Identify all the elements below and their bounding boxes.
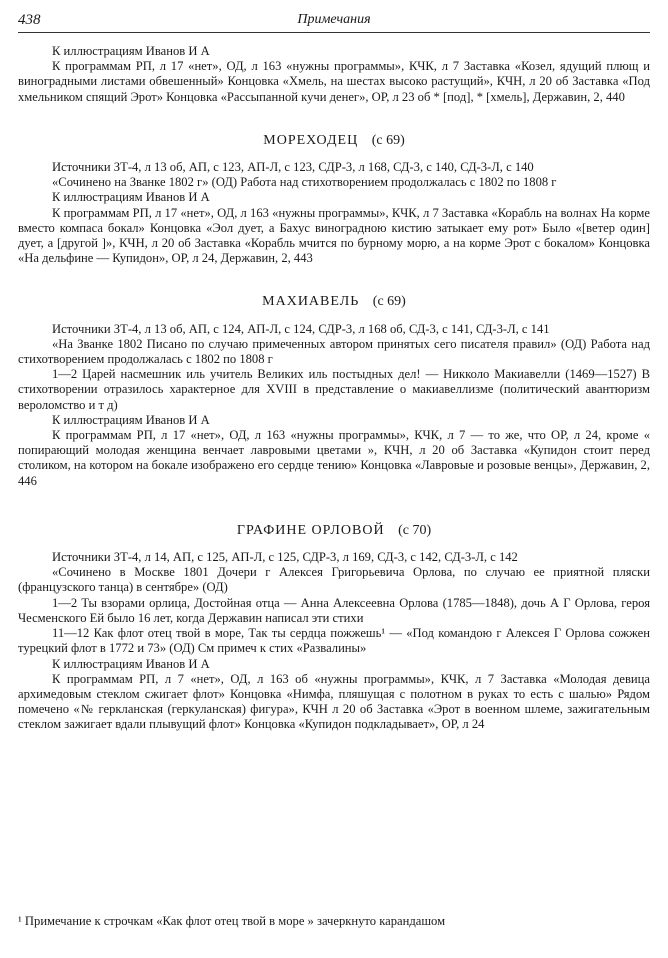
section-title-text: МОРЕХОДЕЦ [263,132,359,148]
main-content [18,44,650,733]
section-title [18,133,650,148]
sources-paragraph: Источники ЗТ-4, л 13 об, АП, с 123, АП-Л, с 123, СДР-3, л 168, СД-3, с 140, СД-3-Л, с 140 [52,160,534,175]
illustrations-note: К иллюстрациям Иванов И А [52,190,210,205]
running-title: Примечания [297,12,371,27]
section-morekhodets [18,133,650,267]
dating-paragraph: «На Званке 1802 Писано по случаю примеченных автором принятых сего писателя правил» (ОД) Работа над стихотворением продолжалась с 1802 по 1808 г [18,336,650,367]
section-page-ref: (с 69) [371,132,405,148]
programs-note: К программам РП, л 17 «нет», ОД, л 163 «нужны программы», КЧК, л 7 — то же, что ОР, л 24, кроме « попирающий молодая женщина венчает лавровыми цветами », КЧН, л 20 об Заставка «Купидон стоит перед столиком, на котором на бокале изображено его сердце тению» Концовка «Лавровые и розовые венцы», Державин, 2, 446 [18,428,650,488]
line-commentary: 11—12 Как флот отец твой в море, Так ты сердца пожжешь¹ — «Под командою г Алексея Г Орлова сожжен турецкий флот в 1772 и 73» (ОД) См примеч к стих «Развалины» [18,626,650,656]
sources-paragraph: Источники ЗТ-4, л 13 об, АП, с 124, АП-Л, с 124, СДР-3, л 168 об, СД-3, с 141, СД-3-Л, с 141 [52,321,550,336]
programs-note: К программам РП, л 17 «нет», ОД, л 163 «нужны программы», КЧК, л 7 Заставка «Корабль на волнах На корме вместо компаса бокал» Концовка «Эол дует, а Бахус виноградною кистию затыкает ему рот» Было «[ветер один] дует, а [другой ]», КЧН, л 20 об Заставка «Корабль мчится по бурному морю, а на корме Эрот с бокалом» Концовка «На дельфине — Купидон», ОР, л 24, Державин, 2, 443 [18,205,650,266]
section-title-text: ГРАФИНЕ ОРЛОВОЙ [236,522,385,538]
illustrations-note: К иллюстрациям Иванов И А [52,412,210,427]
section-title [18,294,650,309]
programs-note: К программам РП, л 7 «нет», ОД, л 163 об «нужны программы», КЧК, л 7 Заставка «Молодая девица архимедовым стеклом сжигает флот» Концовка «Нимфа, пляшущая с полотном в руках то есть с шалью» Рядом помечено «№ геркланская (геркуланская) фигура», КЧН л 20 об Заставка «Эрот в военном шлеме, зажигательным стеклом зажигает вдали плывущий флот» Концовка «Купидон подкладывает», ОР, л 24 [18,671,650,732]
section-page-ref: (с 70) [398,522,432,538]
section-makhiavel [18,294,650,488]
page-number: 438 [18,12,41,28]
illustrations-note: К иллюстрациям Иванов И А [52,656,210,671]
illustrations-note: К иллюстрациям Иванов И А [52,44,210,58]
section-title [18,523,650,538]
line-commentary: 1—2 Ты взорами орлица, Достойная отца — Анна Алексеевна Орлова (1785—1848), дочь А Г Орлова, героя Чесменского Ей было 16 лет, когда Державин написал эти стихи [18,595,650,625]
section-grafine-orlovoy [18,523,650,733]
footnote: ¹ Примечание к строчкам «Как флот отец твой в море » зачеркнуто карандашом [18,914,446,928]
intro-block [18,44,650,105]
programs-note: К программам РП, л 17 «нет», ОД, л 163 «нужны программы», КЧК, л 7 Заставка «Козел, ядущий плющ и виноградными листами обвешенный» Концовка «Хмель, на шестах высоко растущий», КЧН, л 20 об Заставка «Под хмельником спящий Эрот» Концовка «Рассыпанной кучи денег», ОР, л 23 об * [под], * [хмель], Державин, 2, 440 [18,59,650,104]
dating-paragraph: «Сочинено в Москве 1801 Дочери г Алексея Григорьевича Орлова, по случаю ее приятной пляски (французского танца) в сентябре» (ОД) [18,565,650,595]
sources-paragraph: Источники ЗТ-4, л 14, АП, с 125, АП-Л, с 125, СДР-3, л 169, СД-3, с 142, СД-3-Л, с 142 [52,550,518,565]
page-header [18,10,650,33]
line-commentary: 1—2 Царей насмешник иль учитель Великих иль постыдных дел! — Никколо Макиавелли (1469—1527) В стихотворении отразилось характерное для XVIII в представление о макиавеллизме (политический авантюризм вероломство и т д) [18,367,650,412]
section-title-text: МАХИАВЕЛЬ [262,294,360,310]
section-page-ref: (с 69) [372,294,406,310]
dating-paragraph: «Сочинено на Званке 1802 г» (ОД) Работа над стихотворением продолжалась с 1802 по 1808 г [52,175,557,190]
